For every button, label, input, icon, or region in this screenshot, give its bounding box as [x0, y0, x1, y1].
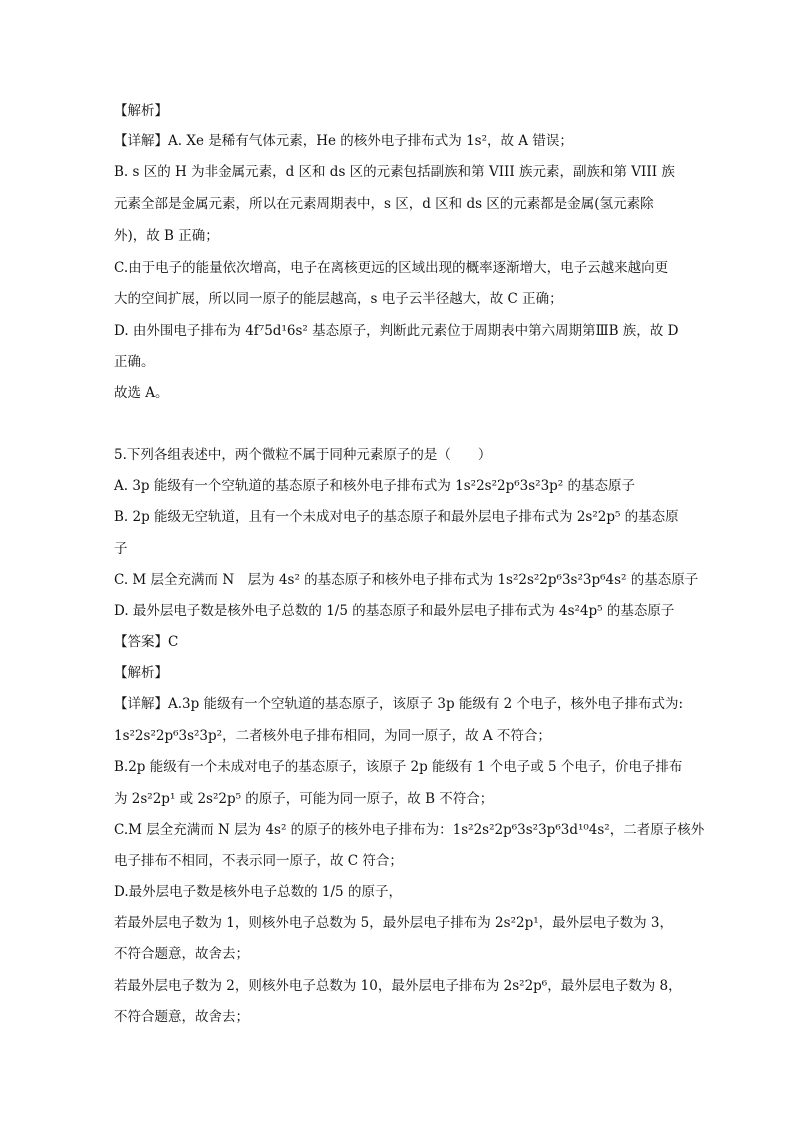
analysis-line: 故选 A。	[114, 385, 169, 401]
analysis-line: 若最外层电子数为 2，则核外电子总数为 10，最外层电子排布为 2s²2p⁶，最外层电子数为 8，	[114, 978, 682, 994]
analysis-line: 正确。	[114, 354, 155, 370]
analysis-line: B. s 区的 H 为非金属元素，d 区和 ds 区的元素包括副族和第 VIII 族元素，副族和第 VIII 族	[114, 164, 675, 180]
analysis-line: 若最外层电子数为 1，则核外电子总数为 5，最外层电子排布为 2s²2p¹，最外层电子数为 3，	[114, 915, 674, 931]
option-b: B. 2p 能级无空轨道，且有一个未成对电子的基态原子和最外层电子排布式为 2s²2p⁵ 的基态原	[114, 509, 679, 525]
analysis-line: 不符合题意，故舍去；	[114, 1009, 249, 1025]
analysis-line: 大的空间扩展，所以同一原子的能层越高，s 电子云半径越大，故 C 正确；	[114, 291, 563, 307]
analysis-line: 为 2s²2p¹ 或 2s²2p⁵ 的原子，可能为同一原子，故 B 不符合；	[114, 791, 494, 807]
analysis-line: B.2p 能级有一个未成对电子的基态原子，该原子 2p 能级有 1 个电子或 5 个电子，价电子排布	[114, 759, 683, 775]
option-b-continued: 子	[114, 541, 128, 557]
option-a: A. 3p 能级有一个空轨道的基态原子和核外电子排布式为 1s²2s²2p⁶3s²3p² 的基态原子	[114, 478, 636, 494]
option-c: C. M 层全充满而 N 层为 4s² 的基态原子和核外电子排布式为 1s²2s²2p⁶3s²3p⁶4s² 的基态原子	[114, 572, 699, 588]
analysis-line: 外)，故 B 正确；	[114, 228, 219, 244]
analysis-line: C.M 层全充满而 N 层为 4s² 的原子的核外电子排布为：1s²2s²2p⁶3s²3p⁶3d¹⁰4s²，二者原子核外	[114, 822, 705, 838]
analysis-line: 【详解】A.3p 能级有一个空轨道的基态原子，该原子 3p 能级有 2 个电子，核外电子排布式为:	[114, 696, 684, 712]
analysis-line: 电子排布不相同，不表示同一原子，故 C 符合；	[114, 853, 403, 869]
analysis-line: 元素全部是金属元素，所以在元素周期表中，s 区，d 区和 ds 区的元素都是金属(氢元素除	[114, 196, 654, 212]
question-stem: 5.下列各组表述中，两个微粒不属于同种元素原子的是（ ）	[114, 447, 492, 463]
analysis-line: 不符合题意，故舍去；	[114, 946, 249, 962]
analysis-line: D. 由外围电子排布为 4f⁷5d¹6s² 基态原子，判断此元素位于周期表中第六周期第ⅢB 族，故 D	[114, 323, 679, 339]
analysis-line: 【详解】A. Xe 是稀有气体元素，He 的核外电子排布式为 1s²，故 A 错误；	[114, 133, 573, 149]
analysis-heading: 【解析】	[114, 665, 168, 681]
analysis-line: C.由于电子的能量依次增高，电子在离核更远的区域出现的概率逐渐增大，电子云越来越向更	[114, 260, 669, 276]
answer: 【答案】C	[114, 634, 179, 650]
option-d: D. 最外层电子数是核外电子总数的 1/5 的基态原子和最外层电子排布式为 4s²4p⁵ 的基态原子	[114, 603, 675, 619]
analysis-line: 1s²2s²2p⁶3s²3p²，二者核外电子排布相同，为同一原子，故 A 不符合；	[114, 728, 551, 744]
analysis-line: D.最外层电子数是核外电子总数的 1/5 的原子，	[114, 884, 402, 900]
analysis-heading: 【解析】	[114, 103, 168, 119]
